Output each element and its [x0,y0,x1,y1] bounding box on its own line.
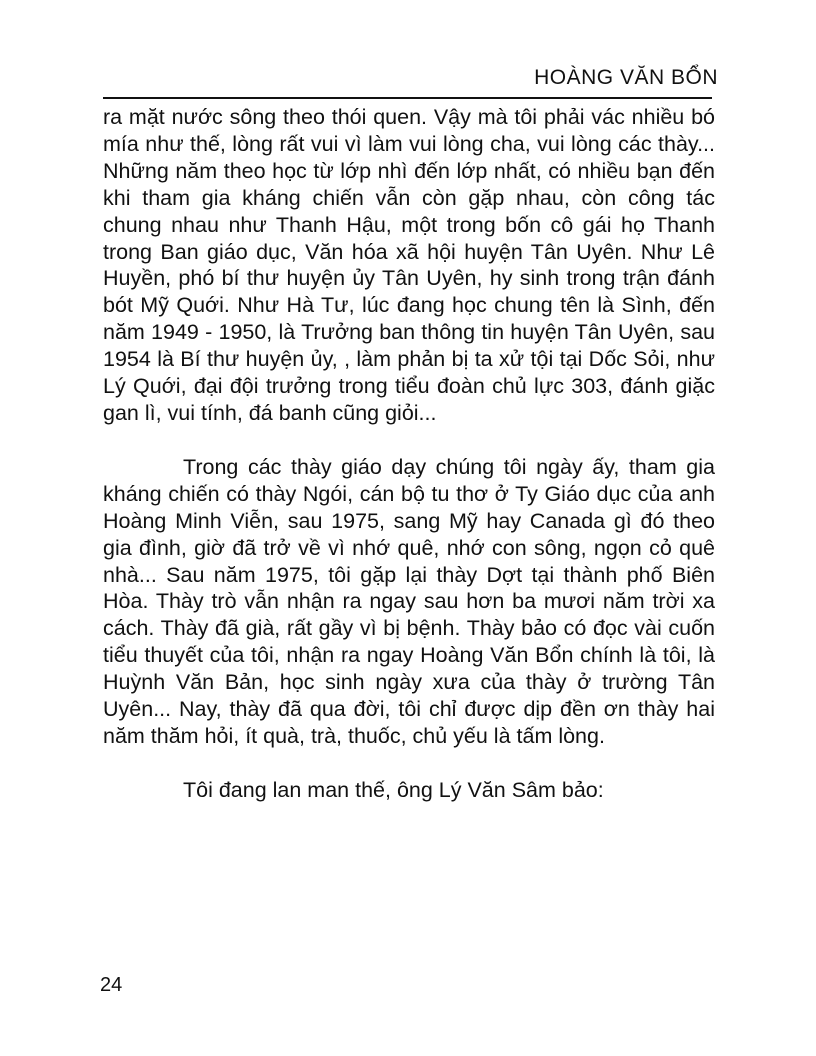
running-header: HOÀNG VĂN BỔN [534,66,718,89]
paragraph: ra mặt nước sông theo thói quen. Vậy mà tôi phải vác nhiều bó mía như thế, lòng rất vui vì làm vui lòng cha, vui lòng các thày... Những năm theo học từ lớp nhì đến lớp nhất, có nhiều bạn đến khi tham gia kháng chiến vẫn còn gặp nhau, còn công tác chung nhau như Thanh Hậu, một trong bốn cô gái họ Thanh trong Ban giáo dục, Văn hóa xã hội huyện Tân Uyên. Như Lê Huyền, phó bí thư huyện ủy Tân Uyên, hy sinh trong trận đánh bót Mỹ Quới. Như Hà Tư, lúc đang học chung tên là Sình, đến năm 1949 - 1950, là Trưởng ban thông tin huyện Tân Uyên, sau 1954 là Bí thư huyện ủy, , làm phản bị ta xử tội tại Dốc Sỏi, như Lý Quới, đại đội trưởng trong tiểu đoàn chủ lực 303, đánh giặc gan lì, vui tính, đá banh cũng giỏi... [103,105,715,425]
header-rule [103,97,712,99]
paragraph: Trong các thày giáo dạy chúng tôi ngày ấy, tham gia kháng chiến có thày Ngói, cán bộ tu thơ ở Ty Giáo dục của anh Hoàng Minh Viễn, sau 1975, sang Mỹ hay Canada gì đó theo gia đình, giờ đã trở về vì nhớ quê, nhớ con sông, ngọn cỏ quê nhà... Sau năm 1975, tôi gặp lại thày Dợt tại thành phố Biên Hòa. Thày trò vẫn nhận ra ngay sau hơn ba mươi năm trời xa cách. Thày đã già, rất gầy vì bị bệnh. Thày bảo có đọc vài cuốn tiểu thuyết của tôi, nhận ra ngay Hoàng Văn Bổn chính là tôi, là Huỳnh Văn Bản, học sinh ngày xưa của thày ở trường Tân Uyên... Nay, thày đã qua đời, tôi chỉ được dịp đền ơn thày hai năm thăm hỏi, ít quà, trà, thuốc, chủ yếu là tấm lòng. [103,454,715,748]
page-number: 24 [100,974,123,996]
page-body [103,104,715,804]
paragraph: Tôi đang lan man thế, ông Lý Văn Sâm bảo: [183,777,604,802]
